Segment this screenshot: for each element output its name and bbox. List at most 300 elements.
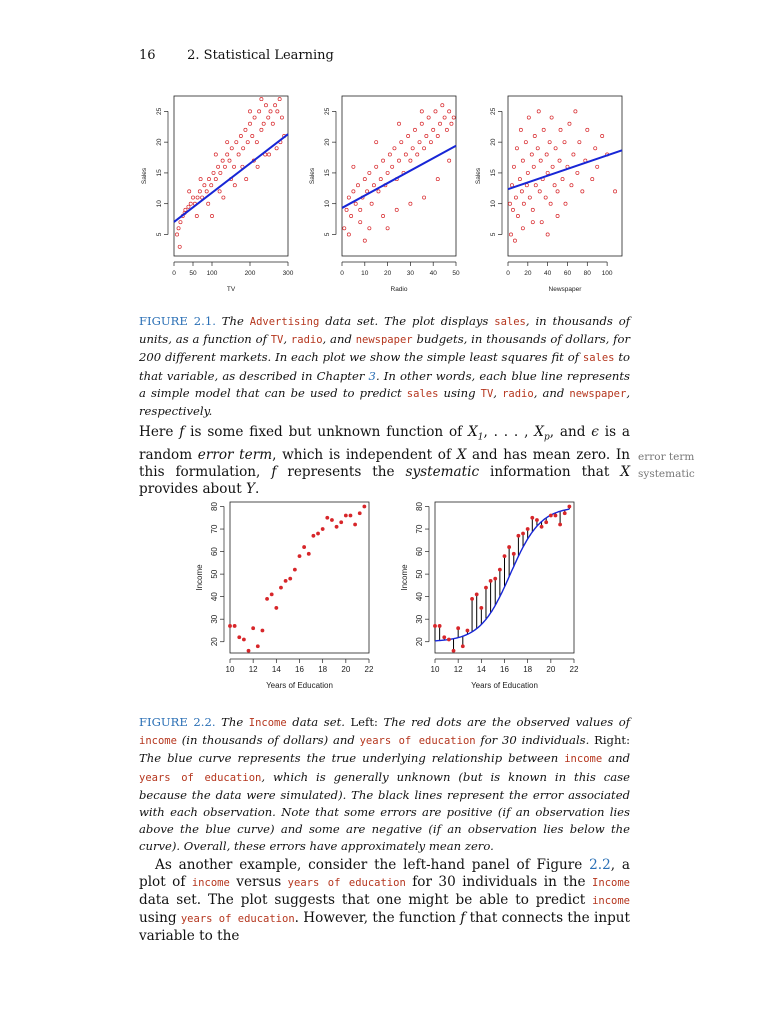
data-point bbox=[210, 214, 213, 217]
x-tick-label: 200 bbox=[244, 270, 256, 277]
data-point bbox=[381, 214, 384, 217]
data-point bbox=[395, 208, 398, 211]
data-point bbox=[293, 568, 297, 572]
text-run: , and bbox=[549, 424, 592, 440]
data-point bbox=[349, 514, 353, 518]
y-tick-label: 10 bbox=[156, 200, 163, 208]
data-point bbox=[270, 593, 274, 597]
y-tick-label: 5 bbox=[490, 232, 497, 237]
y-tick-label: 5 bbox=[156, 232, 163, 237]
data-point bbox=[279, 586, 283, 590]
code-term: sales bbox=[406, 387, 439, 400]
data-point bbox=[260, 128, 263, 131]
data-point bbox=[493, 577, 497, 581]
data-point bbox=[212, 171, 215, 174]
text-run: and has mean zero. In this formulation, bbox=[139, 446, 630, 480]
y-tick-label: 15 bbox=[156, 169, 163, 177]
data-point bbox=[512, 165, 515, 168]
data-point bbox=[558, 159, 561, 162]
data-point bbox=[470, 597, 474, 601]
data-point bbox=[187, 205, 190, 208]
data-point bbox=[261, 629, 265, 633]
x-tick-label: 20 bbox=[524, 270, 532, 277]
data-point bbox=[422, 196, 425, 199]
text-run: data set. bbox=[286, 715, 351, 729]
data-point bbox=[260, 97, 263, 100]
data-point bbox=[526, 171, 529, 174]
data-point bbox=[207, 177, 210, 180]
data-point bbox=[433, 624, 437, 628]
data-point bbox=[452, 649, 456, 653]
data-point bbox=[352, 165, 355, 168]
data-point bbox=[397, 159, 400, 162]
data-point bbox=[255, 141, 258, 144]
data-point bbox=[461, 644, 465, 648]
text-run: , bbox=[283, 332, 291, 347]
data-point bbox=[375, 165, 378, 168]
margin-note-error-term: error term bbox=[638, 451, 695, 463]
data-point bbox=[442, 635, 446, 639]
cross-reference-link[interactable]: 3 bbox=[368, 368, 376, 383]
data-point bbox=[210, 184, 213, 187]
data-point bbox=[251, 134, 254, 137]
code-term: sales bbox=[582, 352, 615, 365]
data-point bbox=[546, 171, 549, 174]
data-point bbox=[284, 579, 288, 583]
data-point bbox=[248, 122, 251, 125]
data-point bbox=[248, 110, 251, 113]
data-point bbox=[188, 190, 191, 193]
x-tick-label: 12 bbox=[248, 665, 258, 674]
data-point bbox=[343, 227, 346, 230]
data-point bbox=[526, 527, 530, 531]
text-run: that connects the input variable to the bbox=[139, 910, 631, 944]
text-run: The blue curve represents the true underlying relationship between bbox=[139, 751, 565, 766]
data-point bbox=[178, 245, 181, 248]
data-point bbox=[520, 190, 523, 193]
data-point bbox=[388, 153, 391, 156]
data-point bbox=[347, 196, 350, 199]
data-point bbox=[450, 122, 453, 125]
data-point bbox=[554, 147, 557, 150]
y-tick-label: 60 bbox=[210, 547, 219, 557]
data-point bbox=[427, 116, 430, 119]
data-point bbox=[522, 202, 525, 205]
x-tick-label: 10 bbox=[361, 270, 369, 277]
x-axis-label: Newspaper bbox=[548, 286, 582, 293]
data-point bbox=[256, 165, 259, 168]
x-tick-label: 20 bbox=[546, 665, 556, 674]
data-point bbox=[524, 141, 527, 144]
data-point bbox=[545, 153, 548, 156]
text-run: , bbox=[493, 385, 503, 400]
data-point bbox=[466, 629, 470, 633]
text-run: for 30 individuals. bbox=[475, 733, 595, 748]
cross-reference-link[interactable]: 2.2 bbox=[589, 857, 611, 873]
data-point bbox=[353, 523, 357, 527]
x-tick-label: 50 bbox=[189, 270, 197, 277]
data-point bbox=[267, 153, 270, 156]
text-run: information that bbox=[479, 463, 621, 480]
data-point bbox=[273, 104, 276, 107]
data-point bbox=[422, 147, 425, 150]
data-point bbox=[226, 153, 229, 156]
data-point bbox=[572, 153, 575, 156]
y-tick-label: 20 bbox=[415, 637, 424, 647]
data-point bbox=[510, 184, 513, 187]
code-term: income bbox=[139, 735, 177, 748]
y-tick-label: 70 bbox=[210, 524, 219, 534]
data-point bbox=[407, 134, 410, 137]
data-point bbox=[359, 208, 362, 211]
chart-tv-sales bbox=[140, 88, 300, 293]
margin-note-systematic: systematic bbox=[638, 468, 695, 480]
data-point bbox=[237, 635, 241, 639]
data-point bbox=[551, 165, 554, 168]
data-point bbox=[381, 159, 384, 162]
data-point bbox=[527, 116, 530, 119]
data-point bbox=[218, 190, 221, 193]
x-tick-label: 20 bbox=[341, 665, 351, 674]
data-point bbox=[519, 128, 522, 131]
data-point bbox=[413, 128, 416, 131]
code-term: years of education bbox=[139, 771, 262, 784]
x-tick-label: 0 bbox=[172, 270, 176, 277]
data-point bbox=[550, 116, 553, 119]
text-run: budgets, in thousands of dollars, for 200 different markets. In each plot we show the simple least squares fit of bbox=[139, 332, 630, 365]
data-point bbox=[302, 545, 306, 549]
y-tick-label: 50 bbox=[210, 569, 219, 579]
text-run: provides about bbox=[139, 480, 246, 497]
data-point bbox=[175, 233, 178, 236]
text-run: , . . . , bbox=[483, 424, 535, 440]
data-point bbox=[280, 116, 283, 119]
y-tick-label: 80 bbox=[415, 502, 424, 511]
text-run: X bbox=[620, 463, 630, 480]
data-point bbox=[386, 171, 389, 174]
data-point bbox=[549, 514, 553, 518]
data-point bbox=[242, 147, 245, 150]
data-point bbox=[352, 190, 355, 193]
data-point bbox=[409, 159, 412, 162]
data-point bbox=[445, 128, 448, 131]
chart-income-observed bbox=[183, 495, 383, 700]
x-axis-label: Radio bbox=[390, 286, 408, 293]
data-point bbox=[271, 122, 274, 125]
data-point bbox=[436, 177, 439, 180]
text-run: , which is independent of bbox=[272, 446, 457, 463]
data-point bbox=[344, 514, 348, 518]
data-point bbox=[330, 518, 334, 522]
data-point bbox=[436, 134, 439, 137]
x-tick-label: 60 bbox=[563, 270, 572, 277]
data-point bbox=[532, 165, 535, 168]
data-point bbox=[253, 116, 256, 119]
data-point bbox=[239, 134, 242, 137]
data-point bbox=[531, 208, 534, 211]
y-tick-label: 5 bbox=[324, 232, 331, 237]
y-tick-label: 25 bbox=[490, 107, 497, 116]
data-point bbox=[256, 644, 260, 648]
x-tick-label: 50 bbox=[452, 270, 460, 277]
data-point bbox=[429, 141, 432, 144]
data-point bbox=[372, 184, 375, 187]
x-tick-label: 300 bbox=[282, 270, 294, 277]
code-term: Income bbox=[248, 717, 287, 729]
fit-line bbox=[508, 150, 622, 189]
data-point bbox=[275, 147, 278, 150]
data-point bbox=[568, 122, 571, 125]
text-run: The bbox=[221, 715, 249, 729]
data-point bbox=[363, 239, 366, 242]
data-point bbox=[368, 227, 371, 230]
x-axis-label: Years of Education bbox=[471, 681, 538, 690]
data-point bbox=[578, 141, 581, 144]
data-point bbox=[594, 147, 597, 150]
data-point bbox=[438, 122, 441, 125]
text-run: versus bbox=[229, 874, 288, 890]
data-point bbox=[517, 534, 521, 538]
data-point bbox=[184, 208, 187, 211]
text-run: ϵ bbox=[591, 424, 599, 440]
x-tick-label: 18 bbox=[523, 665, 533, 674]
data-point bbox=[438, 624, 442, 628]
data-point bbox=[177, 227, 180, 230]
text-run: error term bbox=[197, 446, 273, 463]
data-point bbox=[484, 586, 488, 590]
data-point bbox=[509, 233, 512, 236]
y-tick-label: 60 bbox=[415, 547, 424, 557]
data-point bbox=[559, 128, 562, 131]
data-point bbox=[601, 134, 604, 137]
data-point bbox=[586, 128, 589, 131]
data-point bbox=[262, 122, 265, 125]
data-point bbox=[354, 202, 357, 205]
data-point bbox=[596, 165, 599, 168]
text-run: , in thousands of units, as a function of bbox=[139, 314, 630, 347]
code-term: Advertising bbox=[249, 316, 320, 328]
text-run: systematic bbox=[405, 463, 480, 480]
data-point bbox=[567, 505, 571, 509]
data-point bbox=[508, 202, 511, 205]
data-point bbox=[246, 141, 249, 144]
text-run: Here bbox=[139, 424, 180, 440]
data-point bbox=[345, 208, 348, 211]
text-run: X bbox=[468, 424, 478, 440]
data-point bbox=[362, 505, 366, 509]
y-tick-label: 20 bbox=[490, 138, 497, 146]
data-point bbox=[230, 147, 233, 150]
data-point bbox=[368, 171, 371, 174]
data-point bbox=[222, 196, 225, 199]
x-tick-label: 16 bbox=[295, 665, 304, 674]
data-point bbox=[542, 128, 545, 131]
data-point bbox=[189, 202, 192, 205]
data-point bbox=[232, 165, 235, 168]
subscript: p bbox=[543, 432, 550, 443]
y-tick-label: 10 bbox=[490, 200, 497, 208]
data-point bbox=[242, 638, 246, 642]
data-point bbox=[365, 190, 368, 193]
data-point bbox=[223, 165, 226, 168]
data-point bbox=[221, 159, 224, 162]
x-tick-label: 16 bbox=[500, 665, 509, 674]
y-axis-label: Sales bbox=[141, 167, 148, 185]
data-point bbox=[226, 141, 229, 144]
y-axis-label: Income bbox=[400, 564, 409, 591]
x-tick-label: 80 bbox=[583, 270, 591, 277]
data-point bbox=[513, 239, 516, 242]
paragraph-income-example bbox=[139, 857, 630, 945]
data-point bbox=[307, 552, 311, 556]
data-point bbox=[258, 110, 261, 113]
x-tick-label: 14 bbox=[476, 665, 486, 674]
fit-line bbox=[342, 146, 456, 208]
data-point bbox=[420, 110, 423, 113]
y-tick-label: 15 bbox=[490, 169, 497, 177]
text-run: Right: bbox=[594, 733, 630, 748]
plot-frame bbox=[174, 96, 288, 256]
code-term: income bbox=[564, 753, 603, 766]
data-point bbox=[591, 177, 594, 180]
data-point bbox=[203, 184, 206, 187]
subscript: 1 bbox=[477, 432, 484, 443]
figure-2-2-caption bbox=[139, 714, 630, 856]
text-run: f bbox=[460, 910, 466, 926]
data-point bbox=[274, 606, 278, 610]
code-term: sales bbox=[494, 316, 526, 328]
code-term: radio bbox=[290, 334, 323, 347]
data-point bbox=[475, 593, 479, 597]
data-point bbox=[339, 520, 343, 524]
data-point bbox=[434, 110, 437, 113]
text-run: X bbox=[456, 446, 467, 463]
text-run: , which is generally unknown (but is known in this case because the data were simulated). The black lines represent the error associated with each observation. Note that some errors are positive (if an observation lies above the blue curve) and some are negative (if an observation lies below the curve). Overall, these errors have approximately mean zero. bbox=[139, 769, 630, 854]
code-term: years of education bbox=[359, 735, 476, 748]
plot-frame bbox=[230, 502, 369, 653]
data-point bbox=[216, 165, 219, 168]
data-point bbox=[207, 202, 210, 205]
data-point bbox=[267, 116, 270, 119]
data-point bbox=[379, 177, 382, 180]
data-point bbox=[397, 122, 400, 125]
data-point bbox=[498, 568, 502, 572]
figure-2-1-caption bbox=[139, 313, 630, 420]
data-point bbox=[228, 159, 231, 162]
text-run: f bbox=[179, 424, 185, 440]
data-point bbox=[358, 511, 362, 515]
data-point bbox=[233, 184, 236, 187]
x-tick-label: 22 bbox=[569, 665, 579, 674]
text-run: data set. The plot displays bbox=[319, 314, 495, 328]
x-tick-label: 30 bbox=[406, 270, 415, 277]
data-point bbox=[276, 110, 279, 113]
chapter-title: 2. Statistical Learning bbox=[187, 48, 334, 63]
data-point bbox=[363, 177, 366, 180]
data-point bbox=[514, 196, 517, 199]
data-point bbox=[356, 184, 359, 187]
data-point bbox=[404, 153, 407, 156]
data-point bbox=[544, 520, 548, 524]
data-point bbox=[370, 202, 373, 205]
data-point bbox=[416, 153, 419, 156]
chart-radio-sales bbox=[308, 88, 468, 293]
data-point bbox=[489, 579, 493, 583]
y-tick-label: 30 bbox=[415, 614, 424, 624]
data-point bbox=[534, 184, 537, 187]
data-point bbox=[409, 202, 412, 205]
data-point bbox=[456, 626, 460, 630]
data-point bbox=[574, 110, 577, 113]
text-run: is some fixed but unknown function of bbox=[184, 424, 469, 440]
data-point bbox=[265, 597, 269, 601]
data-point bbox=[554, 514, 558, 518]
y-axis-label: Sales bbox=[475, 167, 482, 185]
data-point bbox=[359, 221, 362, 224]
data-point bbox=[576, 171, 579, 174]
code-term: newspaper bbox=[355, 334, 413, 347]
text-run: to that variable, as described in Chapter bbox=[139, 350, 630, 383]
text-run: . In other words, each blue line represents a simple model that can be used to predict bbox=[139, 368, 631, 400]
y-tick-label: 40 bbox=[210, 592, 219, 602]
code-term: income bbox=[592, 895, 630, 907]
data-point bbox=[195, 214, 198, 217]
data-point bbox=[443, 116, 446, 119]
data-point bbox=[546, 233, 549, 236]
x-tick-label: 12 bbox=[453, 665, 463, 674]
data-point bbox=[391, 165, 394, 168]
x-tick-label: 0 bbox=[506, 270, 510, 277]
code-term: TV bbox=[270, 334, 284, 347]
x-tick-label: 100 bbox=[206, 270, 218, 277]
data-point bbox=[350, 214, 353, 217]
figure-label: FIGURE 2.2. bbox=[139, 715, 222, 729]
code-term: Income bbox=[592, 877, 630, 889]
data-point bbox=[247, 649, 251, 653]
data-point bbox=[321, 527, 325, 531]
fit-line bbox=[174, 134, 288, 222]
data-point bbox=[219, 171, 222, 174]
data-point bbox=[515, 147, 518, 150]
data-point bbox=[563, 511, 567, 515]
data-point bbox=[540, 221, 543, 224]
code-term: newspaper bbox=[569, 387, 627, 400]
code-term: TV bbox=[480, 387, 494, 400]
data-point bbox=[561, 177, 564, 180]
data-point bbox=[312, 534, 316, 538]
data-point bbox=[191, 196, 194, 199]
data-point bbox=[205, 190, 208, 193]
data-point bbox=[298, 554, 302, 558]
data-point bbox=[214, 153, 217, 156]
data-point bbox=[518, 177, 521, 180]
y-tick-label: 20 bbox=[210, 637, 219, 647]
data-point bbox=[512, 552, 516, 556]
text-run: (in thousands of dollars) and bbox=[176, 733, 360, 748]
data-point bbox=[570, 184, 573, 187]
x-tick-label: 20 bbox=[383, 270, 392, 277]
data-point bbox=[556, 190, 559, 193]
data-point bbox=[447, 638, 451, 642]
data-point bbox=[530, 516, 534, 520]
x-tick-label: 10 bbox=[225, 665, 235, 674]
y-axis-label: Sales bbox=[309, 167, 316, 185]
text-run: f bbox=[271, 463, 277, 480]
code-term: income bbox=[191, 877, 230, 889]
data-point bbox=[179, 221, 182, 224]
data-point bbox=[432, 128, 435, 131]
x-axis-label: Years of Education bbox=[266, 681, 333, 690]
